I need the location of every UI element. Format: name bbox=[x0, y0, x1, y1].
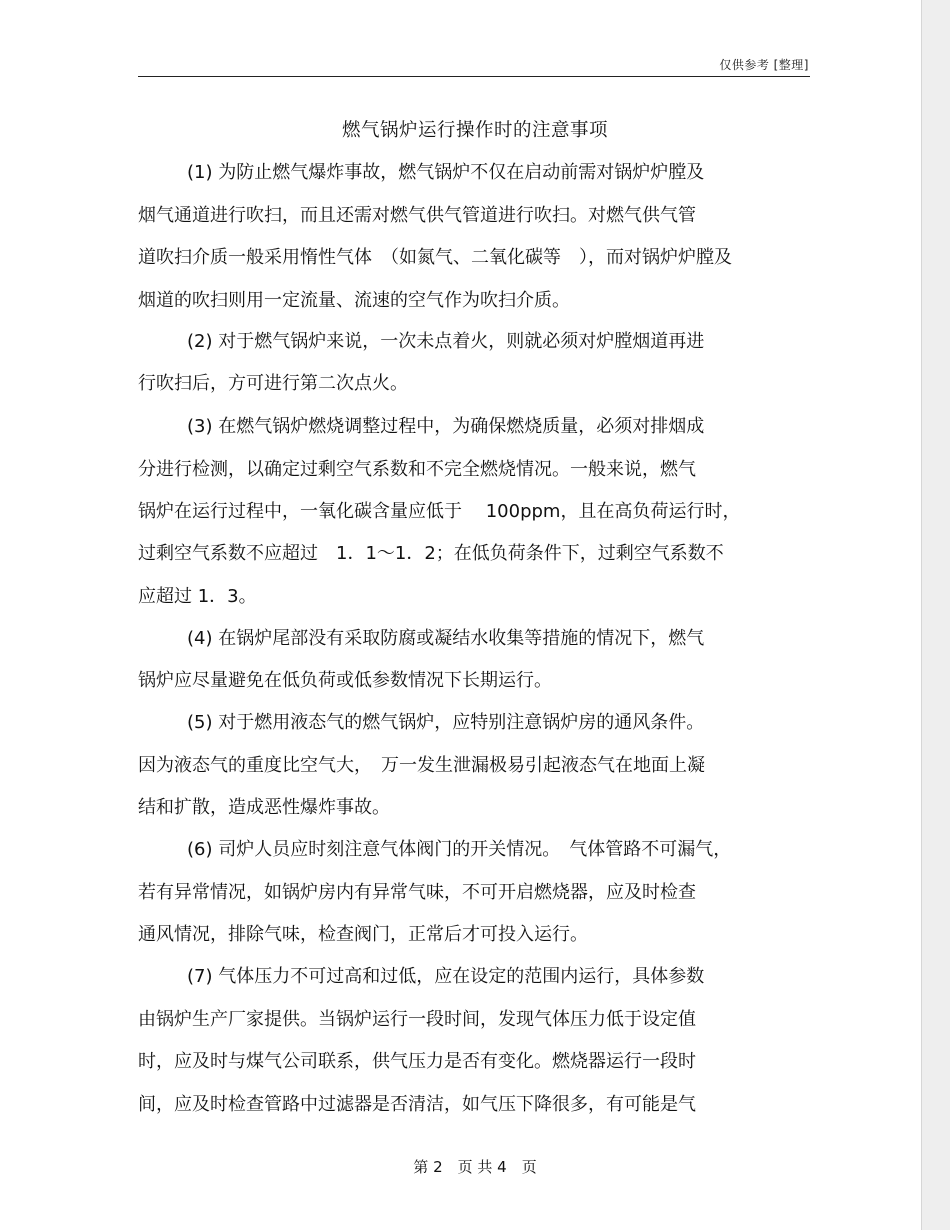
header-label: 仅供参考 [整理] bbox=[719, 58, 809, 72]
paragraph-line: 锅炉在运行过程中，一氧化碳含量应低于 100ppm，且在高负荷运行时， bbox=[138, 501, 741, 522]
paragraph-line: 分进行检测，以确定过剩空气系数和不完全燃烧情况。一般来说，燃气 bbox=[138, 459, 696, 480]
paragraph-line: 因为液态气的重度比空气大， 万一发生泄漏极易引起液态气在地面上凝 bbox=[138, 755, 705, 776]
paragraph-line: (5) 对于燃用液态气的燃气锅炉，应特别注意锅炉房的通风条件。 bbox=[187, 712, 705, 733]
paragraph-line: (3) 在燃气锅炉燃烧调整过程中，为确保燃烧质量，必须对排烟成 bbox=[187, 416, 705, 437]
page-number: 第 2 页 共 4 页 bbox=[413, 1158, 537, 1176]
paragraph-line: 烟气通道进行吹扫，而且还需对燃气供气管道进行吹扫。对燃气供气管 bbox=[138, 205, 696, 226]
paragraph-line: 时，应及时与煤气公司联系，供气压力是否有变化。燃烧器运行一段时 bbox=[138, 1051, 696, 1072]
paragraph-line: (4) 在锅炉尾部没有采取防腐或凝结水收集等措施的情况下，燃气 bbox=[187, 628, 705, 649]
paragraph-line: 若有异常情况，如锅炉房内有异常气味，不可开启燃烧器，应及时检查 bbox=[138, 882, 696, 903]
paragraph-line: 应超过 1．3。 bbox=[138, 586, 257, 607]
paragraph-line: (6) 司炉人员应时刻注意气体阀门的开关情况。 气体管路不可漏气， bbox=[187, 839, 732, 860]
paragraph-line: 过剩空气系数不应超过 1．1～1．2；在低负荷条件下，过剩空气系数不 bbox=[138, 543, 724, 564]
paragraph-line: 行吹扫后，方可进行第二次点火。 bbox=[138, 373, 408, 394]
paragraph-line: 锅炉应尽量避免在低负荷或低参数情况下长期运行。 bbox=[138, 670, 552, 691]
paragraph-line: (7) 气体压力不可过高和过低，应在设定的范围内运行，具体参数 bbox=[187, 966, 705, 987]
paragraph-line: 通风情况，排除气味，检查阀门，正常后才可投入运行。 bbox=[138, 924, 588, 945]
page-edge bbox=[921, 0, 922, 1230]
paragraph-line: (1) 为防止燃气爆炸事故，燃气锅炉不仅在启动前需对锅炉炉膛及 bbox=[187, 162, 705, 183]
paragraph-line: 道吹扫介质一般采用惰性气体 （如氮气、二氧化碳等 ），而对锅炉炉膛及 bbox=[138, 247, 732, 268]
paragraph-line: 结和扩散，造成恶性爆炸事故。 bbox=[138, 797, 390, 818]
header-rule bbox=[138, 76, 810, 77]
paragraph-line: 间，应及时检查管路中过滤器是否清洁，如气压下降很多，有可能是气 bbox=[138, 1094, 696, 1115]
paragraph-line: 烟道的吹扫则用一定流量、流速的空气作为吹扫介质。 bbox=[138, 290, 570, 311]
paragraph-line: (2) 对于燃气锅炉来说，一次未点着火，则就必须对炉膛烟道再进 bbox=[187, 331, 705, 352]
paragraph-line: 由锅炉生产厂家提供。当锅炉运行一段时间，发现气体压力低于设定值 bbox=[138, 1009, 696, 1030]
document-title: 燃气锅炉运行操作时的注意事项 bbox=[341, 120, 608, 141]
